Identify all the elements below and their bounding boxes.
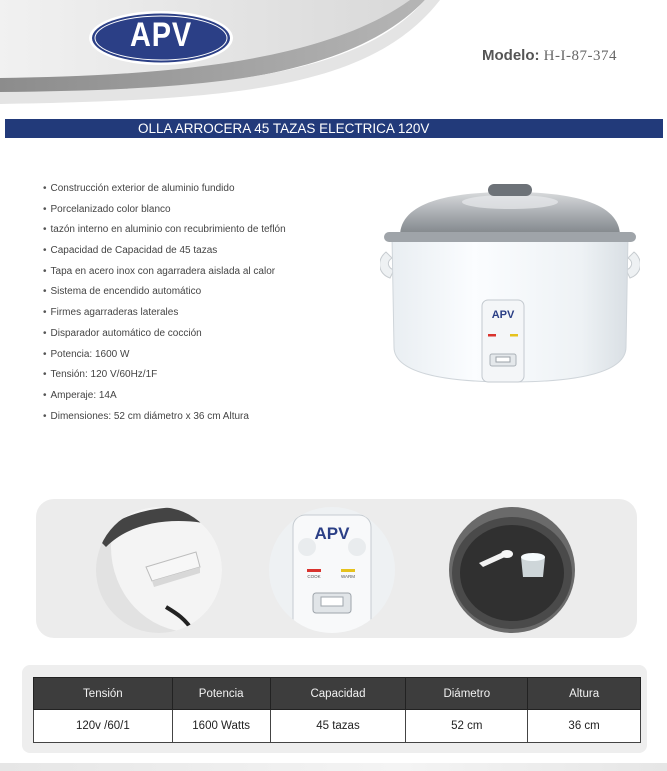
feature-item: • Construcción exterior de aluminio fundido [43,183,286,204]
model-label: Modelo: [482,47,540,64]
table-header-row [34,678,641,710]
header-capacidad: Capacidad [270,678,406,710]
header-tension: Tensión [34,678,173,710]
feature-item: • Porcelanizado color blanco [43,204,286,225]
product-panel-brand: APV [491,309,515,321]
feature-item: • Amperaje: 14A [43,390,286,411]
value-potencia: 1600 Watts [172,710,270,743]
page-header [0,0,667,112]
led-label-warm: WARM [340,574,356,579]
model-value: H-I-87-374 [543,48,617,64]
footer-band [0,763,667,771]
feature-item: • Dimensiones: 52 cm diámetro x 36 cm Altura [43,411,286,432]
product-title: OLLA ARROCERA 45 TAZAS ELECTRICA 120V [5,119,663,138]
feature-item: • Firmes agarraderas laterales [43,307,286,328]
detail-photo-handle [96,507,222,633]
table-row [34,710,641,743]
rice-cooker-image [380,182,640,390]
feature-list [43,183,286,431]
detail-photo-brand: APV [314,524,350,543]
feature-item: • Tensión: 120 V/60Hz/1F [43,369,286,390]
led-label-cook: COOK [307,574,321,579]
header-potencia: Potencia [172,678,270,710]
logo-text: APV [130,16,192,54]
feature-item: • tazón interno en aluminio con recubrimiento de teflón [43,224,286,245]
detail-photo-inner-pot [449,507,575,633]
value-altura: 36 cm [528,710,641,743]
feature-item: • Potencia: 1600 W [43,349,286,370]
model-info [482,47,617,65]
value-capacidad: 45 tazas [270,710,406,743]
feature-item: • Disparador automático de cocción [43,328,286,349]
spec-table [33,677,641,743]
value-tension: 120v /60/1 [34,710,173,743]
header-diametro: Diámetro [406,678,528,710]
header-altura: Altura [528,678,641,710]
value-diametro: 52 cm [406,710,528,743]
feature-item: • Capacidad de Capacidad de 45 tazas [43,245,286,266]
detail-photo-control-panel [269,507,395,633]
feature-item: • Tapa en acero inox con agarradera aislada al calor [43,266,286,287]
feature-item: • Sistema de encendido automático [43,286,286,307]
